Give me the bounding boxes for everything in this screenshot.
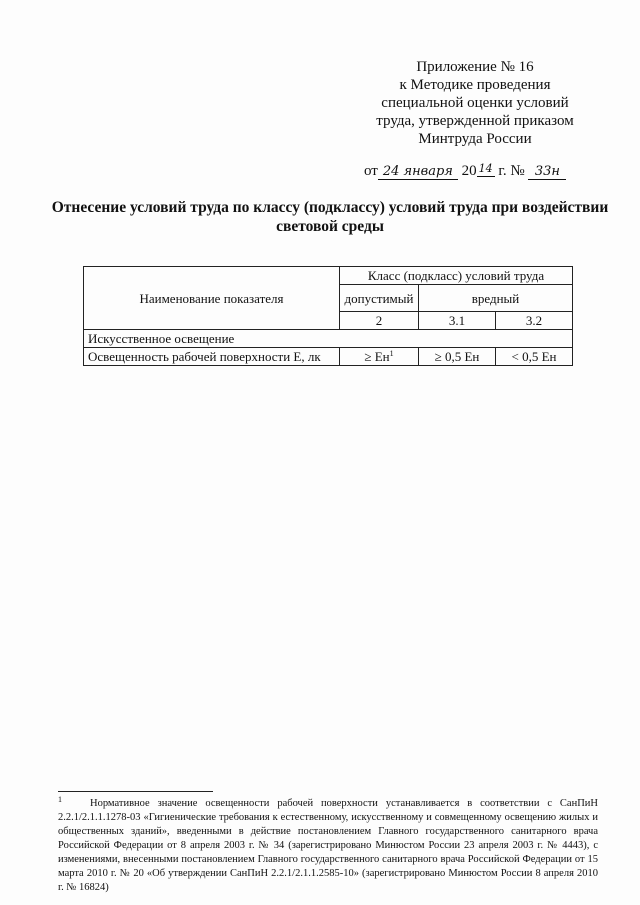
order-year-handwritten: 14 <box>478 162 493 175</box>
appendix-line: специальной оценки условий <box>381 95 569 111</box>
class-3-2: 3.2 <box>496 312 573 330</box>
cell-class-3-1: ≥ 0,5 Ен <box>419 348 496 366</box>
table-header-row <box>84 267 573 285</box>
appendix-line: к Методике проведения <box>399 77 551 93</box>
appendix-line: Приложение № 16 <box>416 59 534 75</box>
appendix-header <box>360 58 590 148</box>
order-reference <box>364 162 604 180</box>
cell-class-2 <box>340 348 419 366</box>
order-year-label: г. № <box>498 163 525 179</box>
order-number-handwritten: 33н <box>528 165 566 180</box>
header-harmful: вредный <box>419 285 573 312</box>
class-2: 2 <box>340 312 419 330</box>
header-indicator: Наименование показателя <box>84 267 340 330</box>
footnote-mark: 1 <box>58 795 62 804</box>
cell-class-2-value: ≥ Ен <box>364 349 390 364</box>
class-3-1: 3.1 <box>419 312 496 330</box>
header-allowed: допустимый <box>340 285 419 312</box>
footnote-text: Нормативное значение освещенности рабочей поверхности устанавливается в соответствии с СанПиН 2.2.1/2.1.1.1278-03 «Гигиенические требования к естественному, искусственному и совмещенному освещению жилых и общественных зданий», введенными в действие постановлением Главного государственного санитарного врача Российской Федерации от 8 апреля 2003 г. № 34 (зарегистрировано Минюстом России 23 апреля 2003 г. № 4443), с изменениями, внесенными постановлением Главного государственного санитарного врача Российской Федерации от 15 марта 2010 г. № 20 «Об утверждении СанПиН 2.2.1/2.1.1.2585-10» (зарегистрировано Минюстом России 8 апреля 2010 г. № 16824) <box>58 798 598 893</box>
order-date-handwritten: 24 января <box>378 165 458 180</box>
order-prefix: от <box>364 163 378 179</box>
footnote-divider <box>58 791 213 792</box>
table-section-row <box>84 330 573 348</box>
cell-class-3-2: < 0,5 Ен <box>496 348 573 366</box>
appendix-line: Минтруда России <box>418 131 532 147</box>
header-class: Класс (подкласс) условий труда <box>340 267 573 285</box>
footnote <box>58 797 598 895</box>
footnote-ref: 1 <box>389 349 394 358</box>
table-row <box>84 348 573 366</box>
appendix-line: труда, утвержденной приказом <box>376 113 574 129</box>
indicator-table <box>83 266 573 366</box>
document-title: Отнесение условий труда по классу (подклассу) условий труда при воздействии световой среды <box>51 199 609 235</box>
section-label: Искусственное освещение <box>84 330 573 348</box>
row-label: Освещенность рабочей поверхности Е, лк <box>84 348 340 366</box>
order-year-prefix: 20 <box>461 163 477 179</box>
